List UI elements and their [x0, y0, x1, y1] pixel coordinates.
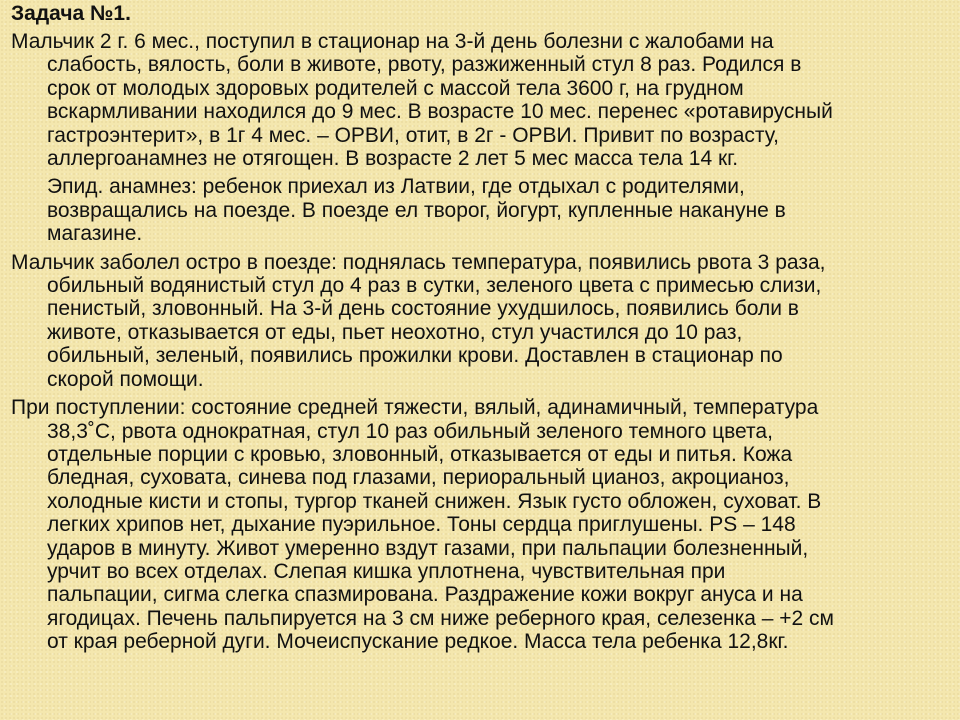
- paragraph-epid-history: Эпид. анамнез: ребенок приехал из Латвии, где отдыхал с родителями, возвращались на поезде. В поезде ел творог, йогурт, купленные накануне в магазине.: [47, 175, 786, 246]
- paragraph-admission: При поступлении: состояние средней тяжести, вялый, адинамичный, температура 38,3˚С, рвота однократная, стул 10 раз обильный зеленого темного цвета, отдельные порции с кровью, зловонный, отказывается от еды и питья. Кожа бледная, суховата, синева под глазами, периоральный цианоз, акроцианоз, холодные кисти и стопы, тургор тканей снижен. Язык густо обложен, суховат. В легких хрипов нет, дыхание пуэрильное. Тоны сердца приглушены. PS – 148 ударов в минуту. Живот умеренно вздут газами, при пальпации болезненный, урчит во всех отделах. Слепая кишка уплотнена, чувствительная при пальпации, сигма слегка спазмирована. Раздражение кожи вокруг ануса и на ягодицах. Печень пальпируется на 3 см ниже реберного края, селезенка – +2 см от края реберной дуги. Мочеиспускание редкое. Масса тела ребенка 12,8кг.: [11, 396, 834, 654]
- task-title: Задача №1.: [11, 2, 131, 25]
- paragraph-onset: Мальчик заболел остро в поезде: поднялась температура, появились рвота 3 раза, обильный водянистый стул до 4 раз в сутки, зеленого цвета с примесью слизи, пенистый, зловонный. На 3-й день состояние ухудшилось, появились боли в животе, отказывается от еды, пьет неохотно, стул участился до 10 раз, обильный, зеленый, появились прожилки крови. Доставлен в стационар по скорой помощи.: [11, 250, 826, 391]
- paragraph-history: Мальчик 2 г. 6 мес., поступил в стационар на 3-й день болезни с жалобами на слабость, вялость, боли в животе, рвоту, разжиженный стул 8 раз. Родился в срок от молодых здоровых родителей с массой тела 3600 г, на грудном вскармливании находился до 9 мес. В возрасте 10 мес. перенес «ротавирусный гастроэнтерит», в 1г 4 мес. – ОРВИ, отит, в 2г - ОРВИ. Привит по возрасту, аллергоанамнез не отягощен. В возрасте 2 лет 5 мес масса тела 14 кг.: [11, 30, 833, 171]
